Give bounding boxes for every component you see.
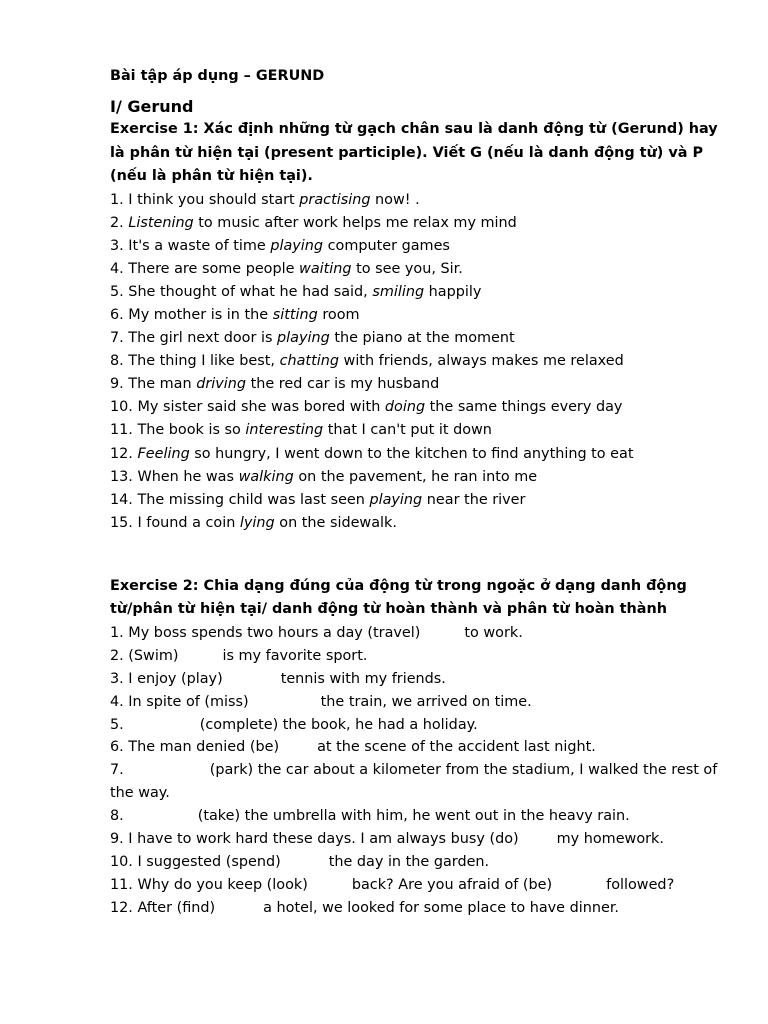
- item-text: 4. There are some people: [110, 260, 300, 277]
- exercise1-item: [110, 373, 730, 396]
- item-text: near the river: [422, 491, 526, 508]
- item-text: 8. The thing I like best,: [110, 353, 280, 370]
- exercise2-item: [110, 691, 730, 714]
- item-text: is my favorite sport.: [222, 647, 368, 664]
- item-text: the piano at the moment: [329, 330, 515, 347]
- item-text: 3. It's a waste of time: [110, 237, 271, 254]
- exercise2-item: [110, 851, 730, 874]
- item-text: tennis with my friends.: [280, 670, 446, 687]
- section-title: I/ Gerund: [110, 97, 194, 116]
- underlined-word: walking: [238, 468, 294, 485]
- exercise2-item: [110, 645, 730, 668]
- exercise2-item: [110, 668, 730, 691]
- item-text: 7. The girl next door is: [110, 330, 278, 347]
- item-text: 2. (Swim): [110, 647, 179, 664]
- item-text: to see you, Sir.: [351, 260, 463, 277]
- item-text: 1. I think you should start: [110, 191, 300, 208]
- underlined-word: sitting: [272, 306, 318, 323]
- exercise2-item: [110, 874, 730, 897]
- item-text: 5.: [110, 716, 124, 733]
- item-text: to music after work helps me relax my mind: [193, 214, 517, 231]
- underlined-word: waiting: [299, 260, 352, 277]
- item-text: the red car is my husband: [246, 376, 440, 393]
- underlined-word: smiling: [372, 283, 425, 300]
- item-text: 5. She thought of what he had said,: [110, 283, 373, 300]
- item-text: 4. In spite of (miss): [110, 693, 249, 710]
- item-text: back? Are you afraid of (be): [351, 876, 553, 893]
- underlined-word: playing: [277, 330, 330, 347]
- underlined-word: practising: [299, 191, 371, 208]
- item-text: 12. After (find): [110, 899, 216, 916]
- exercise2-heading: Exercise 2: Chia dạng đúng của động từ trong ngoặc ở dạng danh động từ/phân từ hiện tại/ danh động từ hoàn thành và phân từ hoàn thành: [110, 577, 687, 618]
- document-title: Bài tập áp dụng – GERUND: [110, 68, 325, 84]
- exercise1-item: [110, 396, 730, 419]
- item-text: on the pavement, he ran into me: [293, 468, 538, 485]
- exercise1-item: [110, 327, 730, 350]
- exercise1-item: [110, 419, 730, 442]
- exercise2-item: [110, 736, 730, 759]
- underlined-word: playing: [369, 491, 423, 508]
- underlined-word: Feeling: [137, 445, 190, 462]
- item-text: 6. The man denied (be): [110, 739, 280, 756]
- item-text: computer games: [323, 237, 450, 254]
- underlined-word: doing: [384, 399, 426, 416]
- exercise2-item: [110, 714, 730, 737]
- item-text: to work.: [464, 624, 523, 641]
- item-text: my homework.: [556, 831, 664, 848]
- item-text: 14. The missing child was last seen: [110, 491, 370, 508]
- underlined-word: interesting: [245, 422, 324, 439]
- underlined-word: playing: [270, 237, 324, 254]
- exercise1-heading: Exercise 1: Xác định những từ gạch chân sau là danh động từ (Gerund) hay là phân từ hiện tại (present participle). Viết G (nếu là danh động từ) và P (nếu là phân từ hiện tại).: [110, 121, 718, 184]
- item-text: 1. My boss spends two hours a day (travel): [110, 624, 421, 641]
- item-text: 11. Why do you keep (look): [110, 876, 308, 893]
- item-text: 11. The book is so: [110, 422, 246, 439]
- item-text: on the sidewalk.: [274, 514, 397, 531]
- exercise1-item: [110, 489, 730, 512]
- exercise1-item: [110, 189, 730, 212]
- item-text: 2.: [110, 214, 129, 231]
- exercise1-item: [110, 350, 730, 373]
- item-text: the same things every day: [425, 399, 623, 416]
- exercise1-item: [110, 512, 730, 535]
- document-page: [110, 66, 730, 920]
- item-text: (complete) the book, he had a holiday.: [199, 716, 478, 733]
- item-text: 9. The man: [110, 376, 197, 393]
- item-text: 10. My sister said she was bored with: [110, 399, 385, 416]
- exercise1-item: [110, 212, 730, 235]
- item-text: at the scene of the accident last night.: [317, 739, 596, 756]
- exercise1-list: [110, 189, 730, 535]
- item-text: 10. I suggested (spend): [110, 853, 281, 870]
- exercise1-item: [110, 304, 730, 327]
- underlined-word: lying: [239, 514, 275, 531]
- exercise1-item: [110, 258, 730, 281]
- item-text: so hungry, I went down to the kitchen to find anything to eat: [189, 445, 634, 462]
- item-text: with friends, always makes me relaxed: [338, 353, 624, 370]
- item-text: (park) the car about a kilometer from the stadium, I walked the rest of the way.: [110, 762, 718, 802]
- item-text: that I can't put it down: [323, 422, 492, 439]
- item-text: 9. I have to work hard these days. I am always busy (do): [110, 831, 519, 848]
- exercise1-item: [110, 443, 730, 466]
- exercise2-item: [110, 759, 730, 805]
- exercise1-item: [110, 235, 730, 258]
- item-text: room: [317, 306, 360, 323]
- item-text: (take) the umbrella with him, he went out in the heavy rain.: [197, 808, 630, 825]
- underlined-word: Listening: [128, 214, 194, 231]
- exercise2-item: [110, 805, 730, 828]
- item-text: followed?: [606, 876, 675, 893]
- item-text: 6. My mother is in the: [110, 306, 273, 323]
- item-text: 3. I enjoy (play): [110, 670, 223, 687]
- item-text: 12.: [110, 445, 138, 462]
- item-text: happily: [424, 283, 482, 300]
- exercise2-item: [110, 622, 730, 645]
- item-text: 15. I found a coin: [110, 514, 240, 531]
- item-text: 7.: [110, 762, 124, 779]
- exercise2-item: [110, 897, 730, 920]
- underlined-word: driving: [196, 376, 247, 393]
- item-text: the train, we arrived on time.: [320, 693, 532, 710]
- exercise2-item: [110, 828, 730, 851]
- item-text: 8.: [110, 808, 124, 825]
- item-text: the day in the garden.: [328, 853, 490, 870]
- exercise2-list: [110, 622, 730, 920]
- item-text: now! .: [370, 191, 420, 208]
- exercise1-item: [110, 466, 730, 489]
- exercise1-item: [110, 281, 730, 304]
- item-text: a hotel, we looked for some place to have dinner.: [263, 899, 619, 916]
- underlined-word: chatting: [279, 353, 339, 370]
- item-text: 13. When he was: [110, 468, 239, 485]
